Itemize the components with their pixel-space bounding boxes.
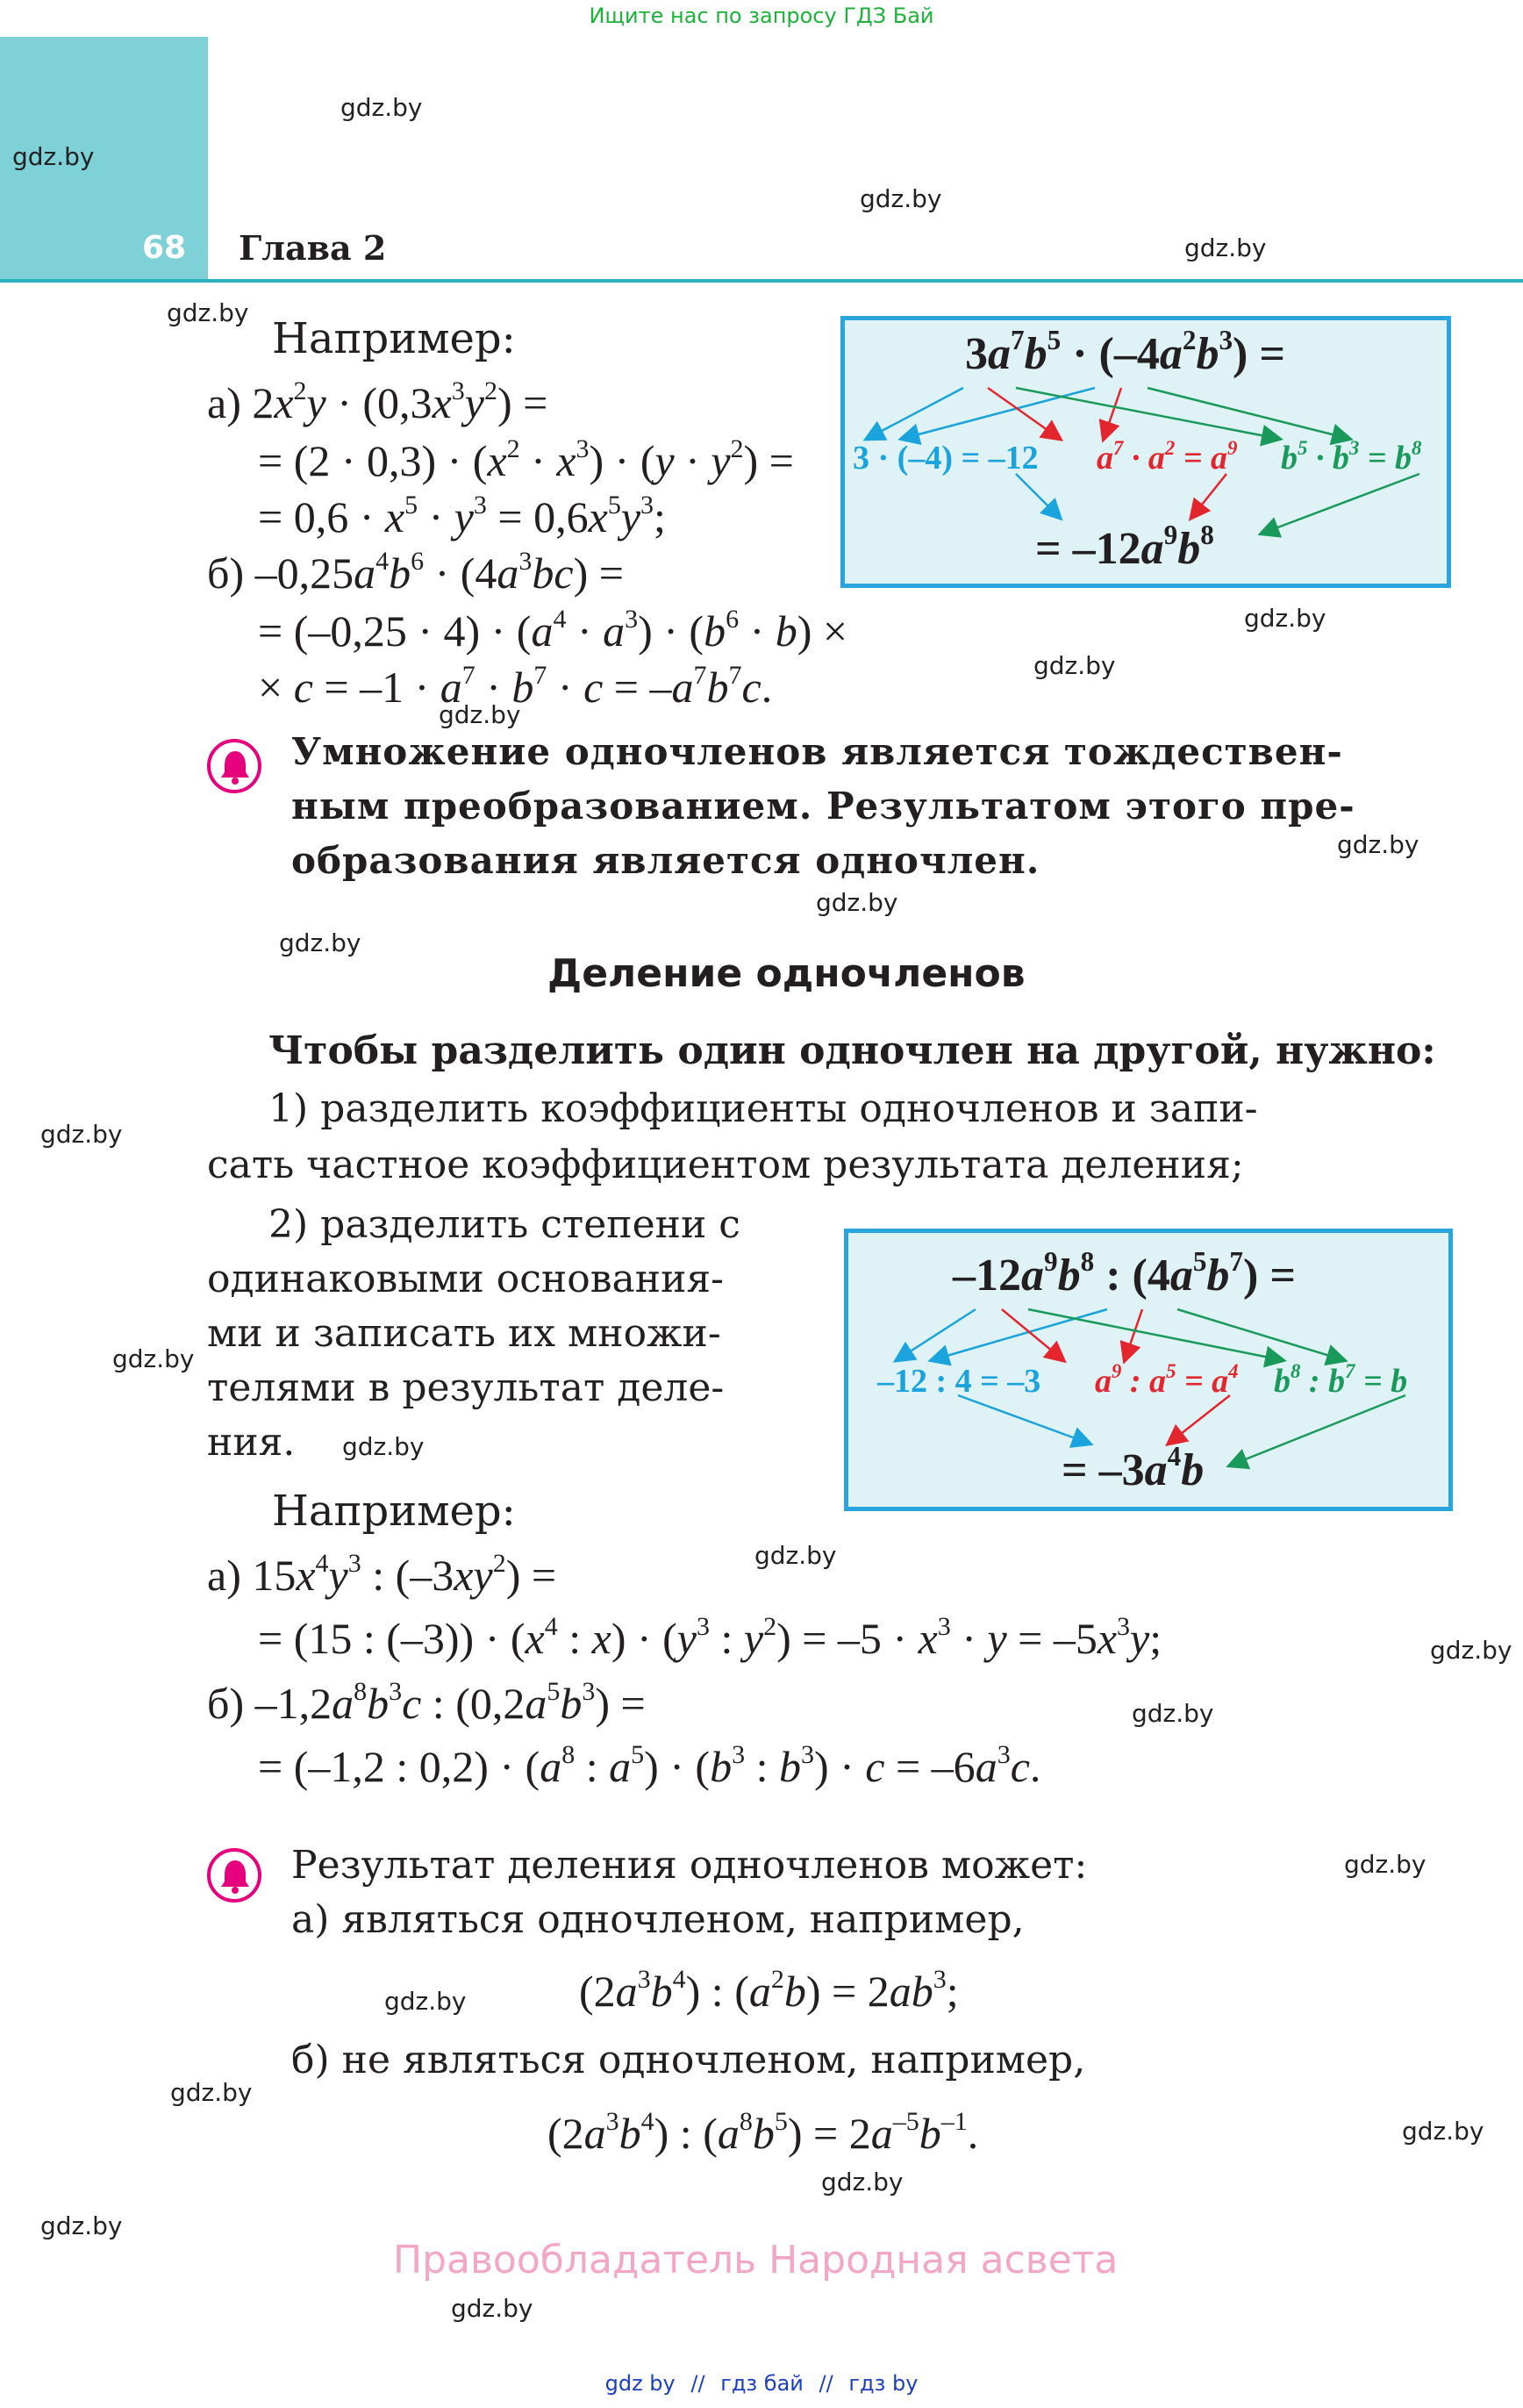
watermark: gdz.by	[821, 2168, 904, 2197]
mult-rule-line2: ным преобразованием. Результатом этого пре-	[291, 785, 1355, 828]
watermark: gdz.by	[40, 2211, 123, 2240]
watermark: gdz.by	[1184, 233, 1267, 262]
watermark: gdz.by	[1132, 1699, 1214, 1728]
mult-example-b-line2: = $(-0,25 \cdot 4) \cdot (a^4 \cdot a^3) \cdot (b^6 \cdot b)$ ×	[258, 605, 848, 656]
watermark: gdz.by	[384, 1987, 467, 2016]
page-number: 68	[142, 230, 187, 266]
division-scheme-coef: –12 : 4 = –3	[877, 1363, 1041, 1400]
mult-example-b-line1: б) $-0,25a^4b^6 \cdot (4a^3bc)$ =	[207, 547, 624, 598]
result-note-b-formula: $(2a^3b^4)$ : $(a^8b^5) = 2a^{-5}b^{-1}$.	[547, 2107, 979, 2158]
division-scheme-a: $a^9$ : $a^5 = a^4$	[1095, 1360, 1239, 1400]
top-banner[interactable]: Ищите нас по запросу ГДЗ Бай	[589, 4, 934, 28]
watermark: gdz.by	[342, 1432, 425, 1461]
watermark: gdz.by	[340, 93, 423, 122]
result-note-a-formula: $(2a^3b^4)$ : $(a^2b) = 2ab^3$;	[579, 1965, 959, 2016]
watermark: gdz.by	[1430, 1636, 1512, 1665]
watermark: gdz.by	[170, 2078, 253, 2107]
mult-example-b-line3: × $c = -1 \cdot a^7 \cdot b^7 \cdot c = -a^7b^7c$.	[258, 661, 773, 712]
multiplication-scheme-b: $b^5 \cdot b^3 = b^8$	[1281, 437, 1422, 477]
division-scheme-result: = $-3a^4b$	[1062, 1441, 1205, 1495]
division-step2-line1: 2) разделить степени с	[268, 1202, 740, 1247]
watermark: gdz.by	[12, 142, 95, 171]
watermark: gdz.by	[1402, 2117, 1484, 2146]
division-step1-line1: 1) разделить коэффициенты одночленов и запи-	[268, 1086, 1258, 1131]
division-step2-line3: ми и записать их множи-	[207, 1311, 721, 1356]
multiplication-scheme-result: = $-12a^9b^8$	[1035, 520, 1214, 574]
bell-icon	[207, 739, 261, 793]
result-note-a: а) являться одночленом, например,	[291, 1897, 1025, 1942]
watermark: gdz.by	[860, 184, 942, 213]
div-example-a-line2: = (15 : $(-3)) \cdot (x^4$ : $x) \cdot (y^3$ : $y^2) = -5 \cdot x^3 \cdot y = -5x^3y$;	[258, 1612, 1162, 1663]
division-step2-line4: телями в результат деле-	[207, 1365, 725, 1410]
watermark: gdz.by	[1033, 651, 1116, 680]
multiplication-scheme-coef: 3 · (–4) = –12	[853, 440, 1039, 477]
multiplication-scheme-a: $a^7 \cdot a^2 = a^9$	[1097, 437, 1238, 477]
footer-links	[0, 2371, 1523, 2396]
footer-separator: //	[819, 2371, 833, 2396]
mult-example-a-line2: = $(2 \cdot 0,3) \cdot (x^2 \cdot x^3) \cdot (y \cdot y^2)$ =	[258, 434, 794, 485]
watermark: gdz.by	[1344, 1850, 1426, 1879]
division-intro: Чтобы разделить один одночлен на другой, нужно:	[268, 1028, 1436, 1073]
watermark: gdz.by	[167, 298, 249, 327]
footer-link-gdz-by-ru[interactable]: гдз by	[848, 2371, 919, 2396]
watermark: gdz.by	[1337, 830, 1419, 859]
watermark: gdz.by	[279, 928, 361, 957]
footer-link-gdz-bai[interactable]: гдз бай	[720, 2371, 804, 2396]
watermark: gdz.by	[1244, 604, 1326, 633]
bell-icon	[207, 1848, 261, 1903]
watermark: gdz.by	[816, 888, 898, 917]
chapter-title: Глава 2	[239, 228, 387, 268]
example-label-1: Например:	[272, 314, 516, 363]
multiplication-scheme-top: $3a^7b^5 \cdot (-4a^2b^3)$ =	[965, 325, 1285, 379]
watermark: gdz.by	[451, 2294, 533, 2323]
watermark: gdz.by	[40, 1120, 123, 1149]
mult-rule-line3: образования является одночлен.	[291, 839, 1040, 882]
mult-example-a-line3: = $0,6 \cdot x^5 \cdot y^3 = 0,6x^5y^3$;	[258, 491, 666, 541]
division-step2-line2: одинаковыми основания-	[207, 1257, 725, 1301]
copyright: Правообладатель Народная асвета	[393, 2238, 1119, 2283]
division-scheme-b: $b^8$ : $b^7 = b$	[1274, 1360, 1408, 1400]
div-example-b-line1: б) $-1,2a^8b^3c$ : $(0,2a^5b^3)$ =	[207, 1677, 646, 1728]
result-note-intro: Результат деления одночленов может:	[291, 1843, 1088, 1888]
footer-separator: //	[690, 2371, 705, 2396]
example-label-2: Например:	[272, 1487, 516, 1536]
header-rule	[0, 279, 1523, 283]
mult-example-a-line1: а) $2x^2y \cdot (0,3x^3y^2)$ =	[207, 376, 548, 427]
mult-rule-line1: Умножение одночленов является тождествен-	[291, 730, 1343, 773]
division-heading: Деление одночленов	[547, 951, 1026, 996]
watermark: gdz.by	[439, 700, 521, 729]
division-scheme-top: $-12a^9b^8$ : $(4a^5b^7)$ =	[953, 1246, 1296, 1301]
footer-link-gdz-by[interactable]: gdz by	[604, 2371, 676, 2396]
div-example-b-line2: = (–1,2 : $0,2) \cdot (a^8$ : $a^5) \cdot (b^3$ : $b^3) \cdot c = -6a^3c$.	[258, 1740, 1041, 1791]
div-example-a-line1: а) $15x^4y^3$ : $(-3xy^2)$ =	[207, 1549, 557, 1600]
watermark: gdz.by	[754, 1541, 837, 1570]
division-step1-line2: сать частное коэффициентом результата деления;	[207, 1143, 1244, 1187]
watermark: gdz.by	[112, 1344, 195, 1373]
result-note-b: б) не являться одночленом, например,	[291, 2038, 1086, 2082]
division-step2-line5: ния.	[207, 1420, 296, 1465]
